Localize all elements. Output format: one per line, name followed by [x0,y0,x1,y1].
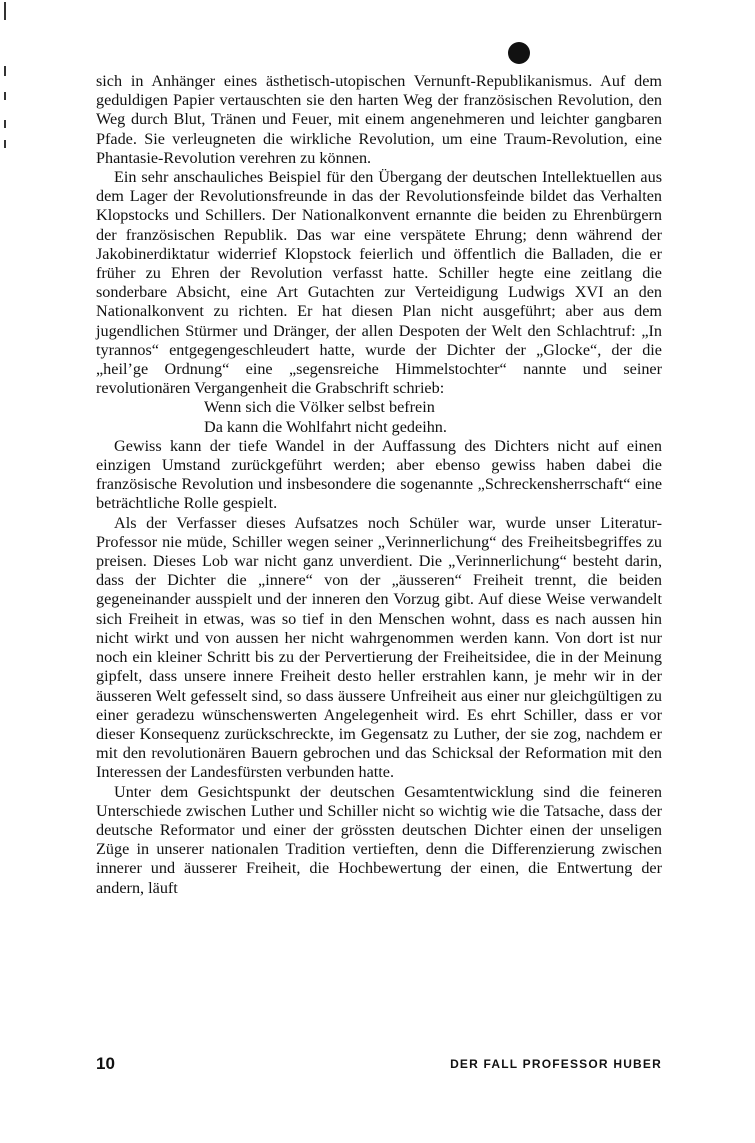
running-title: DER FALL PROFESSOR HUBER [450,1057,662,1071]
verse-line-2: Da kann die Wohlfahrt nicht gedeihn. [204,417,447,436]
paragraph-4: Als der Verfasser dieses Aufsatzes noch Schüler war, wurde unser Literatur-Professor nie müde, Schiller wegen seiner „Verinnerlichung“ des Freiheitsbegriffes zu preisen. Dieses Lob war nicht ganz unverdient. Die „Verinnerlichung“ besteht darin, dass der Dichter die „innere“ von der „äusseren“ Freiheit trennt, die beiden gegeneinander ausspielt und der inneren den Vorzug gibt. Auf diese Weise verwandelt sich Freiheit in etwas, was so tief in den Menschen wohnt, dass es nach aussen hin nicht wirkt und von aussen her nicht wahrgenommen werden kann. Von dort ist nur noch ein kleiner Schritt bis zu der Pervertierung der Freiheitsidee, die in der Meinung gipfelt, dass unsere innere Freiheit desto heller erstrahlen kann, je mehr wir in der äusseren Welt gefesselt sind, so dass äussere Unfreiheit aus einer nur gleichgültigen zu einer geradezu wünschenswerten Angelegenheit wird. Es ehrt Schiller, dass er vor dieser Konsequenz zurückschreckte, im Gegensatz zu Luther, der sie zog, nachdem er mit den revolutionären Bauern gebrochen und das Schicksal der Reformation mit den Interessen der Landesfürsten verbunden hatte. [96,513,662,782]
verse-line-1: Wenn sich die Völker selbst befrein [204,398,435,417]
paragraph-2: Ein sehr anschauliches Beispiel für den Übergang der deutschen Intellektuellen aus dem Lager der Revolutionsfreunde in das der Revolutionsfeinde bildet das Verhalten Klopstocks und Schillers. Der Nationalkonvent ernannte die beiden zu Ehrenbürgern der französischen Republik. Das war eine verspätete Ehrung; denn während der Jakobinerdiktatur widerrief Klopstock feierlich und öffentlich die Balladen, die er früher zu Ehren der Revolution verfasst hatte. Schiller hegte eine zeitlang die sonderbare Absicht, eine Art Gutachten zur Verteidigung Ludwigs XVI an den Nationalkonvent zu richten. Er hat diesen Plan nicht ausgeführt; aber aus dem jugendlichen Stürmer und Dränger, der allen Despoten der Welt den Schlachtruf: „In tyrannos“ entgegengeschleudert hatte, wurde der Dichter der „Glocke“, der die „heil’ge Ordnung“ eine „segensreiche Himmelstochter“ nannte und seiner revolutionären Vergangenheit die Grabschrift schrieb: [96,168,662,398]
paragraph-3: Gewiss kann der tiefe Wandel in der Auffassung des Dichters nicht auf einen einzigen Umstand zurückgeführt werden; aber ebenso gewiss haben dabei die französische Revolution und insbesondere die sogenannte „Schreckensherrschaft“ eine beträchtliche Rolle gespielt. [96,436,662,513]
paragraph-1: sich in Anhänger eines ästhetisch-utopischen Vernunft-Republikanismus. Auf dem geduldigen Papier vertauschten sie den harten Weg der französischen Revolution, den Weg durch Blut, Tränen und Feuer, mit einem angenehmeren und leichter gangbaren Pfade. Sie verleugneten die wirkliche Revolution, um eine Traum-Revolution, eine Phantasie-Revolution verehren zu können. [96,72,662,167]
body-text [96,72,662,898]
page-number: 10 [96,1054,115,1073]
page-footer [96,1054,662,1074]
verse-quote [96,398,662,436]
ink-blot-mark [508,42,530,64]
scan-edge-marks [2,0,10,1143]
paragraph-5: Unter dem Gesichtspunkt der deutschen Gesamtentwicklung sind die feineren Unterschiede zwischen Luther und Schiller nicht so wichtig wie die Tatsache, dass der deutsche Reformator und einer der grössten deutschen Dichter einen der unseligen Züge in unserer nationalen Tradition vertieften, denn die Differenzierung zwischen innerer und äusserer Freiheit, die Hochbewertung der einen, die Entwertung der andern, läuft [96,782,662,897]
